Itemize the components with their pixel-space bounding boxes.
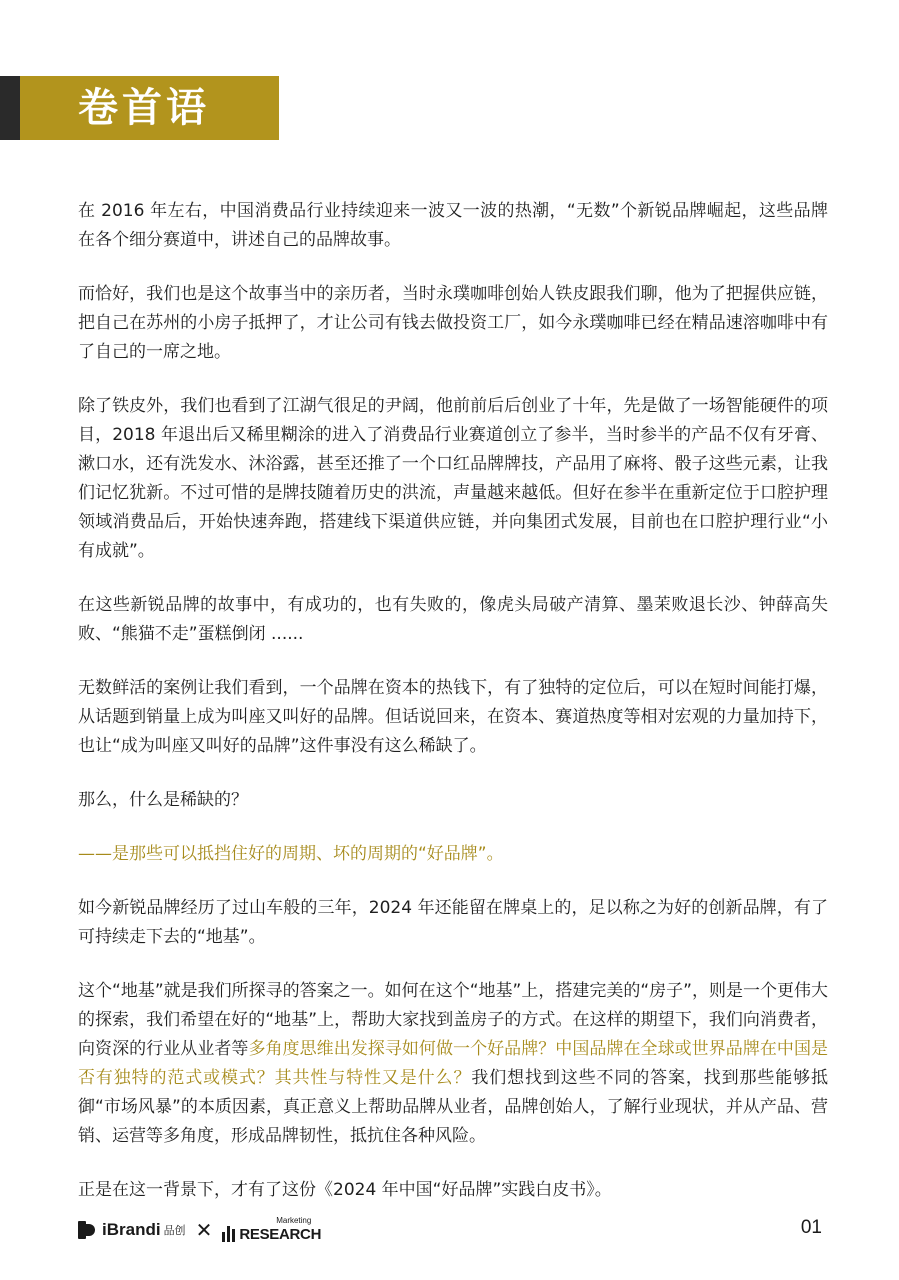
ibrandi-logo-icon: [78, 1219, 96, 1241]
paragraph-1: 在 2016 年左右，中国消费品行业持续迎来一波又一波的热潮，“无数”个新锐品牌崛起，这些品牌在各个细分赛道中，讲述自己的品牌故事。: [78, 201, 828, 250]
marketing-research-logo-icon: [222, 1218, 237, 1242]
page-title: 卷首语: [78, 85, 210, 131]
paragraph-2: 而恰好，我们也是这个故事当中的亲历者，当时永璞咖啡创始人铁皮跟我们聊，他为了把握供应链，把自己在苏州的小房子抵押了，才让公司有钱去做投资工厂，如今永璞咖啡已经在精品速溶咖啡中有了自己的一席之地。: [78, 284, 828, 362]
ibrandi-logo-cn: 品创: [163, 1225, 186, 1237]
paragraph-8: 如今新锐品牌经历了过山车般的三年，2024 年还能留在牌桌上的，足以称之为好的创新品牌，有了可持续走下去的“地基”。: [78, 898, 828, 947]
paragraph-5: 无数鲜活的案例让我们看到，一个品牌在资本的热钱下，有了独特的定位后，可以在短时间能打爆，从话题到销量上成为叫座又叫好的品牌。但话说回来，在资本、赛道热度等相对宏观的力量加持下，也让“成为叫座又叫好的品牌”这件事没有这么稀缺了。: [78, 678, 828, 756]
marketing-research-logo-text: RESEARCH: [239, 1226, 322, 1243]
paragraph-9: [78, 977, 828, 1151]
paragraph-9-highlight: 多角度思维出发探寻如何做一个好品牌？中国品牌在全球或世界品牌在中国是否有独特的范式或模式？其共性与特性又是什么？: [78, 1039, 829, 1088]
marketing-research-logo: [239, 1216, 322, 1244]
ibrandi-logo-text: iBrandi: [102, 1220, 161, 1239]
paragraph-answer: ——是那些可以抵挡住好的周期、坏的周期的“好品牌”。: [78, 844, 504, 864]
marketing-research-logo-top: Marketing: [276, 1216, 312, 1225]
paragraph-3: 除了铁皮外，我们也看到了江湖气很足的尹阔，他前前后后创业了十年，先是做了一场智能硬件的项目，2018 年退出后又稀里糊涂的进入了消费品行业赛道创立了参半，当时参半的产品不仅有牙膏、漱口水，还有洗发水、沐浴露，甚至还推了一个口红品牌牌技，产品用了麻将、骰子这些元素，让我们记忆犹新。不过可惜的是牌技随着历史的洪流，声量越来越低。但好在参半在重新定位于口腔护理领域消费品后，开始快速奔跑，搭建线下渠道供应链，并向集团式发展，目前也在口腔护理行业“小有成就”。: [78, 396, 828, 561]
collab-separator-icon: ✕: [195, 1219, 213, 1242]
paragraph-9-lead: 这个“地基”就是我们所探寻的答案之一。如何在这个“地基”上，搭建完美的“房子”，则是一个更伟大的探索，我们希望在好的“地基”上，帮助大家找到盖房子的方式。在这样的期望下，我们向消费者，向资深的行业从业者等: [78, 981, 828, 1059]
article-body: [78, 197, 828, 1230]
paragraph-question: 那么，什么是稀缺的？: [78, 790, 248, 810]
paragraph-closing: 正是在这一背景下，才有了这份《2024 年中国“好品牌”实践白皮书》。: [78, 1180, 612, 1200]
header-edge: [0, 76, 20, 140]
paragraph-9-tail: 我们想找到这些不同的答案，找到那些能够抵御“市场风暴”的本质因素，真正意义上帮助品牌从业者，品牌创始人，了解行业现状，并从产品、营销、运营等多角度，形成品牌韧性，抵抗住各种风险。: [78, 1068, 829, 1146]
paragraph-4: 在这些新锐品牌的故事中，有成功的，也有失败的，像虎头局破产清算、墨茉败退长沙、钟薛高失败、“熊猫不走”蛋糕倒闭 ......: [78, 595, 828, 644]
footer-logos: [78, 1216, 322, 1244]
page-number: 01: [800, 1217, 822, 1238]
